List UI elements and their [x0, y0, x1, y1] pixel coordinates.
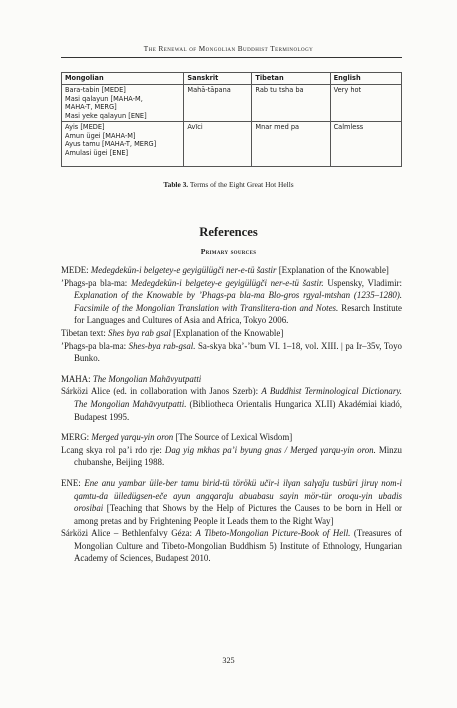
- mongolian-term: Ayis [MEDE]: [65, 123, 105, 132]
- reference-entry: [61, 327, 402, 340]
- terms-table: [61, 72, 402, 167]
- sanskrit-cell: Mahā-tāpana: [184, 85, 252, 122]
- reference-title: Dag yig mkhas pa’i byung gnas / Merged γarqu-yin oron.: [164, 444, 376, 455]
- reference-text: Uspensky, Vladimir:: [323, 277, 402, 288]
- reference-title: Medegdekün-i belgetey-e geyigülügči ner-e-tü šastir: [90, 265, 277, 275]
- reference-text: (Treasures of Mongolian Culture and Tibeto-Mongolian Buddhism 5) Institute of Ethnology, Hungarian Academy of Sciences, Budapest 2010.: [74, 528, 402, 564]
- english-cell: Calmless: [330, 122, 401, 167]
- tibetan-cell: Rab tu tsha ba: [252, 85, 330, 122]
- reference-entry: [61, 527, 402, 565]
- reference-entry: [61, 477, 402, 527]
- reference-entry: [61, 431, 402, 444]
- reference-text: ’Phags-pa bla-ma:: [61, 277, 131, 288]
- mongolian-term: Amulasi ügei [ENE]: [65, 148, 129, 157]
- reference-text: ’Phags-pa bla-ma:: [61, 340, 129, 351]
- mongolian-term: Masi qalayun [MAHA-M,: [65, 94, 143, 103]
- mongolian-term: Amun ügei [MAHA-M]: [65, 131, 136, 140]
- table-caption: [0, 180, 457, 189]
- mongolian-term: Masi yeke qalayun [ENE]: [65, 111, 147, 120]
- table-row: [62, 122, 402, 167]
- column-header-tibetan: Tibetan: [252, 73, 330, 85]
- mongolian-term: Bara-tabin [MEDE]: [65, 86, 126, 94]
- reference-title: A Tibeto-Mongolian Picture-Book of Hell.: [195, 528, 351, 539]
- mongolian-cell: [62, 122, 184, 167]
- reference-text: Sa-skya bka’-’bum VI. 1–18, vol. XIII. | pa Ir–35v, Toyo Bunko.: [74, 340, 402, 364]
- reference-entry: [61, 340, 402, 365]
- table-row: [62, 85, 402, 122]
- reference-text: Resarch Institute for Languages and Cultures of Asia and Africa, Tokyo 2006.: [74, 302, 402, 326]
- reference-text: Minzu chubanshe, Beijing 1988.: [74, 444, 402, 468]
- sanskrit-cell: Avīci: [184, 122, 252, 167]
- caption-text: Terms of the Eight Great Hot Hells: [189, 180, 294, 189]
- reference-text: MEDE:: [61, 265, 91, 275]
- column-header-mongolian: Mongolian: [62, 73, 184, 85]
- reference-entry: [61, 264, 402, 277]
- page-number: 325: [222, 656, 235, 665]
- reference-entry: [61, 277, 402, 327]
- reference-text: ENE:: [61, 477, 85, 488]
- reference-title: Shes-bya rab-gsal.: [128, 340, 196, 351]
- reference-text: [The Source of Lexical Wisdom]: [173, 432, 293, 443]
- reference-title: Ene anu yambar üile-ber tamu birid-tü törökü učir-i ilγan salγaǰu tusbüri jiruγ nom-i qamtu-da üiledügsen-eče ayun angqaraǰu abuabasu sayin mör-tür oroqu-yin ubadis orosibai: [74, 477, 402, 514]
- reference-text: MAHA:: [61, 373, 93, 384]
- column-header-english: English: [330, 73, 401, 85]
- reference-title: Explanation of the Knowable by ’Phags-pa bla-ma Blo-gros rgyal-mtshan (1235–1280). Facsimile of the Mongolian Translation with Translitera-tion and Notes.: [74, 290, 402, 313]
- reference-title: The Mongolian Mahāvyutpatti: [92, 373, 202, 384]
- reference-text: Sárközi Alice (ed. in collaboration with Janos Szerb):: [61, 386, 262, 397]
- reference-title: Medegdekün-i belgetey-e geyigülügči ner-e-tü šastir.: [130, 277, 324, 288]
- reference-text: Lcang skya rol pa’i rdo rje:: [61, 444, 165, 455]
- running-head: The Renewal of Mongolian Buddhist Terminology: [143, 45, 314, 53]
- reference-text: Sárközi Alice – Bethlenfalvy Géza:: [61, 528, 196, 539]
- reference-title: A Buddhist Terminological Dictionary. The Mongolian Mahāvyutpatti.: [74, 386, 402, 409]
- reference-title: Shes bya rab gsal: [108, 327, 171, 338]
- reference-entry: [61, 444, 402, 469]
- mongolian-term: MAHA-T, MERG]: [65, 103, 117, 112]
- reference-list: [61, 264, 402, 565]
- caption-label: Table 3.: [163, 180, 189, 189]
- mongolian-cell: [62, 85, 184, 122]
- reference-text: (Bibliotheca Orientalis Hungarica XLII) Akadémiai kiadó, Budapest 1995.: [74, 398, 402, 422]
- reference-text: [Teaching that Shows by the Help of Pictures the Causes to be born in Hell or among pretas and by Frightening People it Leads them to the Right Way]: [74, 503, 402, 526]
- reference-entry: [61, 385, 402, 423]
- tibetan-cell: Mnar med pa: [252, 122, 330, 167]
- header-rule: [61, 57, 402, 58]
- reference-text: [Explanation of the Knowable]: [170, 327, 284, 338]
- reference-entry: [61, 373, 402, 386]
- english-cell: Very hot: [330, 85, 401, 122]
- reference-title: Merged γarqu-yin oron: [91, 432, 174, 443]
- reference-text: Tibetan text:: [61, 327, 109, 338]
- references-heading: References: [199, 225, 258, 239]
- primary-sources-heading: Primary sources: [200, 247, 257, 256]
- mongolian-term: Ayus tamu [MAHA-T, MERG]: [65, 140, 157, 149]
- table-header-row: [62, 73, 402, 85]
- column-header-sanskrit: Sanskrit: [184, 73, 252, 85]
- reference-text: [Explanation of the Knowable]: [276, 265, 389, 275]
- reference-text: MERG:: [61, 432, 92, 443]
